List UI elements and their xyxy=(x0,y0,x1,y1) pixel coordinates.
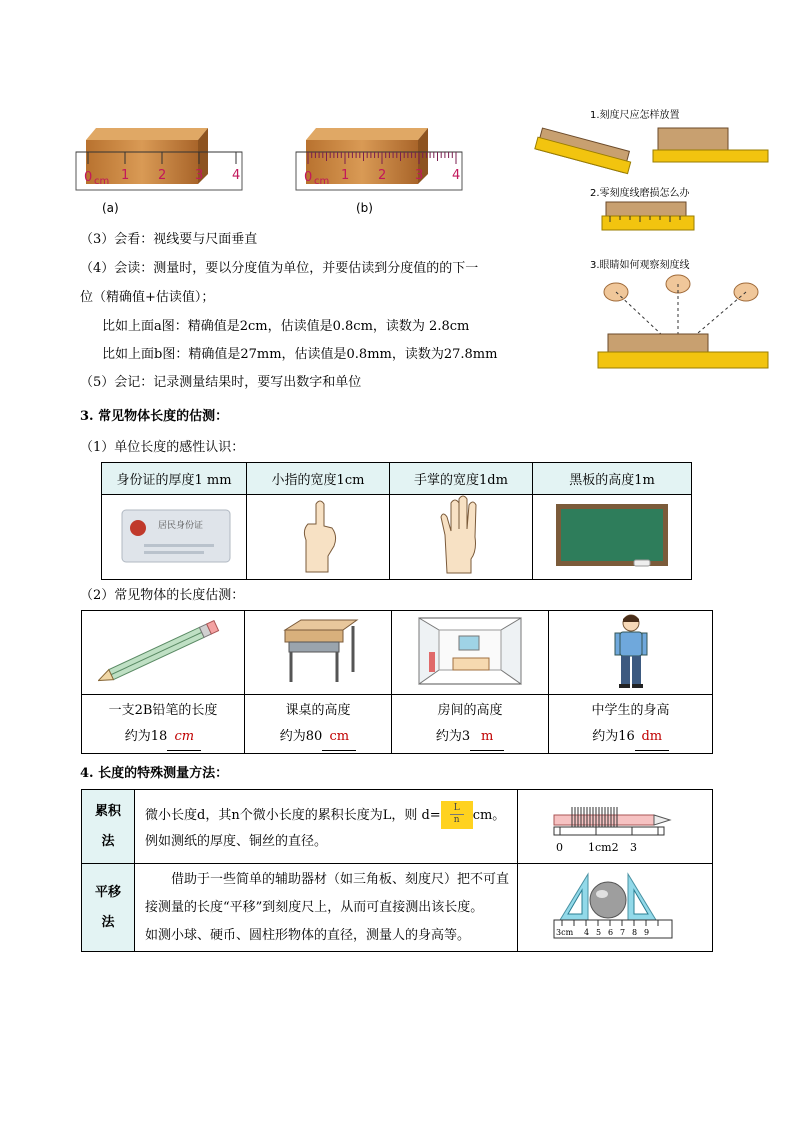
item-look: （3）会看：视线要与尺面垂直 xyxy=(80,232,258,247)
student-label: 中学生的身高 xyxy=(591,702,670,718)
trans-label-0: 3cm xyxy=(556,927,574,937)
id-card-title: 居民身份证 xyxy=(158,521,204,531)
accumulation-figure-cell xyxy=(518,790,713,864)
svg-text:1: 1 xyxy=(341,168,350,183)
svg-text:4: 4 xyxy=(232,168,241,183)
room-label: 房间的高度 xyxy=(437,702,503,718)
desk-estimate xyxy=(245,695,392,754)
trans-label-5: 8 xyxy=(632,927,638,937)
student-image xyxy=(606,613,656,689)
example-a: 比如上面a图：精确值是2cm，估读值是0.8cm，读数为 2.8cm xyxy=(102,319,470,334)
sub-heading-unit-feel: （1）单位长度的感性认识： xyxy=(80,440,245,455)
method1-name-cell xyxy=(82,790,135,864)
header-id-card: 身份证的厚度1 mm xyxy=(102,463,247,495)
accumulation-image xyxy=(550,793,680,857)
student-unit: dm xyxy=(635,724,669,751)
room-estimate xyxy=(392,695,549,754)
acc-label-2: 3 xyxy=(630,840,637,854)
pencil-value: 约为18 xyxy=(124,728,168,744)
ruler-figure-a xyxy=(72,122,247,192)
finger-cell xyxy=(247,495,390,580)
student-value: 约为16 xyxy=(592,728,635,744)
pencil-label: 一支2B铅笔的长度 xyxy=(108,702,218,718)
pencil-estimate xyxy=(82,695,245,754)
palm-cell xyxy=(390,495,533,580)
trans-label-2: 5 xyxy=(596,927,602,937)
student-estimate xyxy=(549,695,713,754)
id-card-cell xyxy=(102,495,247,580)
svg-text:0: 0 xyxy=(304,170,313,185)
room-cell xyxy=(392,611,549,695)
svg-text:3: 3 xyxy=(195,168,204,183)
caption-zero-mark: 2.零刻度线磨损怎么办 xyxy=(590,188,690,199)
desk-label: 课桌的高度 xyxy=(285,702,351,718)
method1-name-a: 累积 xyxy=(94,803,121,819)
method1-text: 微小长度d，其n个微小长度的累积长度为L，则 d= xyxy=(145,807,441,823)
method2-desc-cell xyxy=(135,864,518,952)
method2-name-cell xyxy=(82,864,135,952)
header-blackboard: 黑板的高度1m xyxy=(533,463,692,495)
caption-placement: 1.刻度尺应怎样放置 xyxy=(590,110,680,121)
fraction-box xyxy=(441,801,473,829)
finger-image xyxy=(288,496,348,574)
trans-label-1: 4 xyxy=(584,927,590,937)
room-value: 约为3 xyxy=(435,728,471,744)
header-palm: 手掌的宽度1dm xyxy=(390,463,533,495)
special-methods-table xyxy=(81,789,713,952)
translation-image xyxy=(550,868,680,944)
item-read-line2: 位（精确值+估读值）； xyxy=(80,290,215,305)
method2-name-a: 平移 xyxy=(94,884,121,900)
method2-line1: 借助于一些简单的辅助器材（如三角板、刻度尺）把不可直 xyxy=(171,871,510,887)
pencil-image xyxy=(98,620,228,682)
trans-label-3: 6 xyxy=(608,927,614,937)
tick-0: 0 xyxy=(84,170,93,185)
student-cell xyxy=(549,611,713,695)
palm-image xyxy=(431,495,491,575)
desk-image xyxy=(273,616,363,686)
section3-heading: 3. 常见物体长度的估测： xyxy=(80,409,229,424)
section4-heading: 4. 长度的特殊测量方法： xyxy=(80,766,229,781)
id-card-image xyxy=(114,504,234,566)
room-image xyxy=(415,614,525,688)
method1-unit: cm。 xyxy=(472,807,506,823)
svg-text:2: 2 xyxy=(378,168,387,183)
caption-eye: 3.眼睛如何观察刻度线 xyxy=(590,260,690,271)
method2-line2: 接测量的长度“平移”到刻度尺上，从而可直接测出该长度。 xyxy=(145,899,484,915)
figure-a-label: (a) xyxy=(102,201,119,215)
translation-figure-cell xyxy=(518,864,713,952)
desk-cell xyxy=(245,611,392,695)
blackboard-cell xyxy=(533,495,692,580)
pencil-cell xyxy=(82,611,245,695)
acc-label-1: 1cm2 xyxy=(588,840,619,854)
header-finger: 小指的宽度1cm xyxy=(247,463,390,495)
room-unit: m xyxy=(470,724,504,751)
sub-heading-estimate: （2）常见物体的长度估测： xyxy=(80,588,245,603)
method2-name-b: 法 xyxy=(101,914,115,930)
fraction-numerator: L xyxy=(453,803,460,813)
ruler-figure-b xyxy=(292,122,467,192)
desk-value: 约为80 xyxy=(279,728,323,744)
desk-unit: cm xyxy=(322,724,356,751)
item-read-line1: （4）会读：测量时，要以分度值为单位，并要估读到分度值的的下一 xyxy=(80,261,479,276)
pencil-unit: cm xyxy=(167,724,201,751)
trans-label-4: 7 xyxy=(620,927,626,937)
method1-example: 例如测纸的厚度、铜丝的直径。 xyxy=(145,833,328,849)
blackboard-image xyxy=(552,500,672,570)
svg-text:cm: cm xyxy=(314,176,330,187)
svg-text:3: 3 xyxy=(415,168,424,183)
figure-b-label: (b) xyxy=(356,201,373,215)
item-record: （5）会记：记录测量结果时，要写出数字和单位 xyxy=(80,375,362,390)
acc-label-0: 0 xyxy=(556,840,563,854)
svg-text:1: 1 xyxy=(121,168,130,183)
fraction-denominator: n xyxy=(450,814,464,826)
unit-cm: cm xyxy=(94,176,110,187)
svg-text:4: 4 xyxy=(452,168,461,183)
estimate-table xyxy=(81,610,713,754)
trans-label-6: 9 xyxy=(644,927,650,937)
method1-name-b: 法 xyxy=(101,833,115,849)
method2-line3: 如测小球、硬币、圆柱形物体的直径，测量人的身高等。 xyxy=(145,927,471,943)
method1-desc-cell xyxy=(135,790,518,864)
unit-length-table xyxy=(101,462,692,580)
example-b: 比如上面b图：精确值是27mm，估读值是0.8mm，读数为27.8mm xyxy=(102,347,498,362)
svg-text:2: 2 xyxy=(158,168,167,183)
ruler-usage-illustration xyxy=(528,100,778,380)
